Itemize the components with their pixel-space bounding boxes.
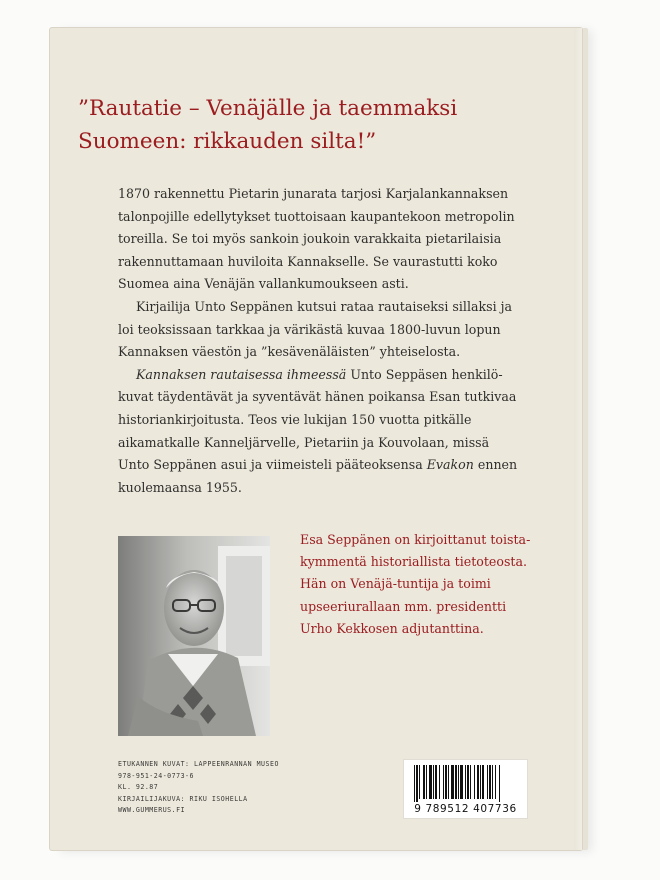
cover-edge (574, 28, 582, 850)
barcode-bar (477, 765, 479, 799)
barcode-bar (465, 765, 466, 799)
description-line: toreilla. Se toi myös sankoin joukoin varakkaita pietarilaisia (118, 231, 502, 247)
description-line: Kannaksen väestön ja ”kesävenäläisten” yhteiselosta. (118, 344, 461, 360)
publication-credits (118, 759, 378, 817)
quote-line-2: Suomeen: rikkauden silta!” (78, 129, 377, 154)
publisher-url: WWW.GUMMERUS.FI (118, 806, 186, 815)
description-line (118, 454, 538, 477)
credit-line: ETUKANNEN KUVAT: LAPPEENRANNAN MUSEO (118, 760, 279, 768)
barcode-bars-icon (404, 760, 527, 802)
description-line: kuolemaansa 1955. (118, 479, 242, 495)
bio-line: upseeriurallaan mm. presidentti (300, 598, 507, 614)
bio-line: Hän on Venäjä-tuntija ja toimi (300, 576, 491, 592)
barcode-bar (470, 765, 471, 799)
barcode-bar (443, 765, 444, 799)
barcode-bar (492, 765, 493, 799)
book-description (118, 183, 538, 499)
description-line: kuvat täydentävät ja syventävät hänen poikansa Esan tutkivaa (118, 389, 517, 405)
barcode-bar (416, 765, 418, 802)
barcode-bar (495, 765, 496, 799)
barcode-bar (423, 765, 425, 799)
barcode-bar (435, 765, 437, 799)
barcode-bar (419, 765, 420, 799)
description-line: talonpojille edellytykset tuottoisaan kaupantekoon metropolin (118, 208, 515, 224)
barcode-bar (448, 765, 449, 799)
barcode-bar (433, 765, 434, 799)
description-line: loi teoksissaan tarkkaa ja värikästä kuvaa 1800-luvun lopun (118, 321, 501, 337)
isbn-barcode (403, 759, 528, 819)
barcode-bar (489, 765, 491, 799)
barcode-bar (429, 765, 432, 799)
barcode-bar (414, 765, 415, 802)
description-line: historiankirjoitusta. Teos vie lukijan 150 vuotta pitkälle (118, 411, 472, 427)
description-line: Kirjailija Unto Seppänen kutsui rataa rautaiseksi sillaksi ja (136, 298, 513, 314)
isbn-line: 978-951-24-0773-6 (118, 771, 194, 780)
barcode-bar (426, 765, 427, 799)
barcode-bar (439, 765, 440, 799)
barcode-bar (460, 765, 463, 799)
description-line: rakennuttamaan huviloita Kannakselle. Se vaurastutti koko (118, 253, 498, 269)
barcode-bar (445, 765, 447, 799)
evakon-italic: Evakon (426, 457, 474, 473)
description-line: aikamatkalle Kanneljärvelle, Pietariin ja Kouvolaan, missä (118, 434, 490, 450)
barcode-bar (455, 765, 457, 799)
description-line: Suomea aina Venäjän vallankumoukseen asti. (118, 276, 409, 292)
bio-line: Esa Seppänen on kirjoittanut toista- (300, 532, 531, 547)
barcode-bar (474, 765, 475, 799)
cover-quote (78, 92, 538, 158)
credit-line: KL. 92.87 (118, 783, 159, 792)
book-title-italic: Kannaksen rautaisessa ihmeessä (136, 366, 347, 382)
description-text: ennen (473, 457, 518, 473)
author-photo-icon (118, 536, 270, 736)
barcode-bar (458, 765, 459, 799)
barcode-bar (487, 765, 488, 799)
description-text: Unto Seppäsen henkilö- (346, 366, 503, 382)
barcode-bar (467, 765, 469, 799)
credit-line: KIRJAILIJAKUVA: RIKU ISOHELLA (118, 794, 248, 803)
barcode-bar (480, 765, 481, 799)
barcode-bar (451, 765, 454, 799)
barcode-bar (482, 765, 484, 799)
description-line (118, 364, 538, 387)
description-text: Unto Seppänen asui ja viimeisteli pääteoksensa (118, 457, 427, 473)
barcode-number: 9 789512 407736 (414, 803, 517, 815)
barcode-bar (499, 765, 500, 802)
author-photo (118, 536, 270, 736)
bio-line: Urho Kekkosen adjutanttina. (300, 620, 484, 636)
author-bio (300, 529, 550, 640)
bio-line: kymmentä historiallista tietoteosta. (300, 554, 528, 570)
quote-line-1: ”Rautatie – Venäjälle ja taemmaksi (78, 96, 458, 121)
description-line: 1870 rakennettu Pietarin junarata tarjosi Karjalankannaksen (118, 186, 509, 201)
